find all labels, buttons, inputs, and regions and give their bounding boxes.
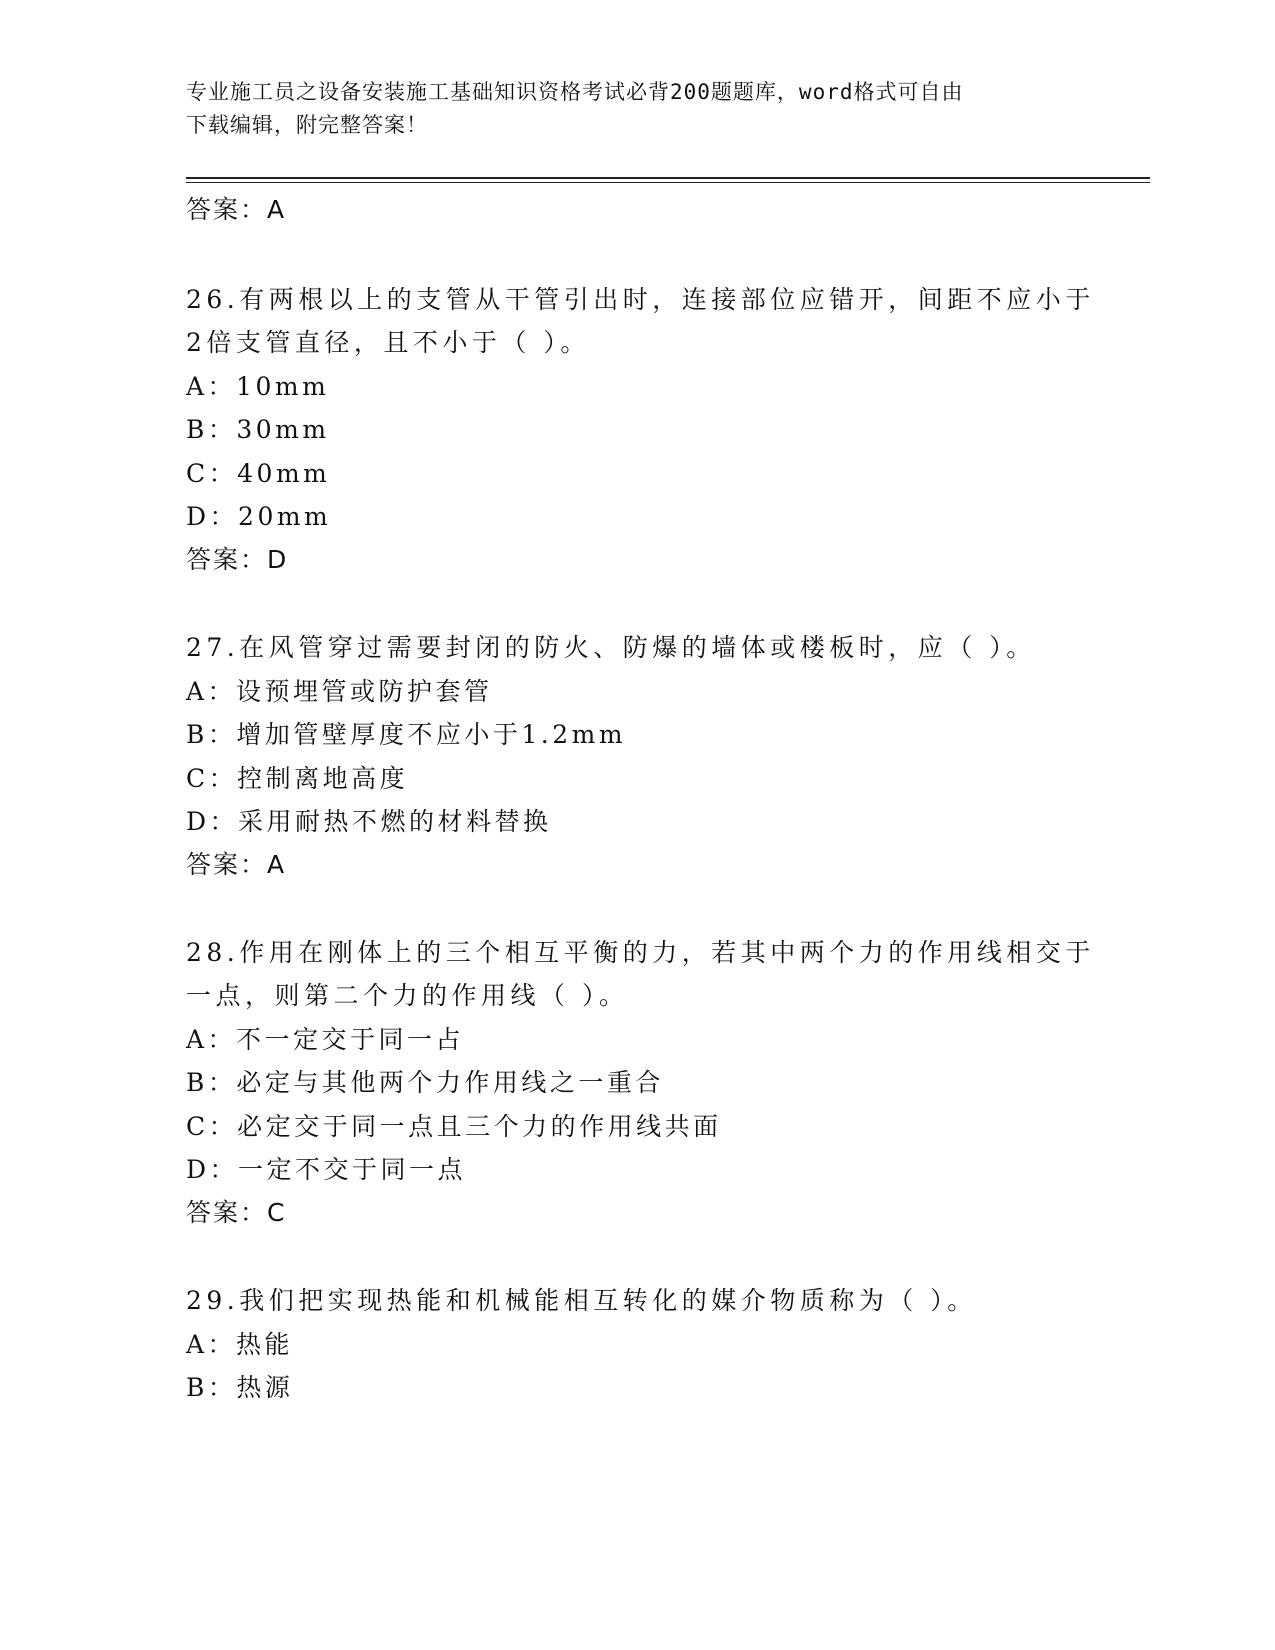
option-a: A：10mm [186,372,330,401]
option-a: A：热能 [186,1330,294,1359]
question-text-line: 29.我们把实现热能和机械能相互转化的媒介物质称为（ ）。 [186,1286,977,1315]
previous-answer: 答案：A [186,195,287,224]
option-d: D：一定不交于同一点 [186,1155,467,1184]
option-c: C：控制离地高度 [186,764,409,793]
header-divider-thick [186,177,1150,179]
answer-label: 答案：D [186,545,289,574]
option-a: A：不一定交于同一占 [186,1025,465,1054]
answer-label: 答案：C [186,1198,287,1227]
header-line-1: 专业施工员之设备安装施工基础知识资格考试必背200题题库，word格式可自由 [186,80,964,104]
option-b: B：30mm [186,415,330,444]
option-c: C：40mm [186,459,331,488]
question-text-line: 26.有两根以上的支管从干管引出时，连接部位应错开，间距不应小于 [186,285,1095,314]
question-text-line: 一点，则第二个力的作用线（ ）。 [186,981,629,1010]
header-line-2: 下载编辑，附完整答案！ [186,113,428,137]
question-text-line: 2倍支管直径，且不小于（ ）。 [186,328,590,357]
option-b: B：必定与其他两个力作用线之一重合 [186,1068,664,1097]
question-text-line: 28.作用在刚体上的三个相互平衡的力，若其中两个力的作用线相交于 [186,938,1095,967]
option-b: B：热源 [186,1373,294,1402]
document-header [186,76,1066,142]
answer-label: 答案：A [186,850,287,879]
option-a: A：设预埋管或防护套管 [186,677,493,706]
header-divider-thin [186,182,1150,183]
option-c: C：必定交于同一点且三个力的作用线共面 [186,1112,722,1141]
option-d: D：20mm [186,502,332,531]
option-b: B：增加管壁厚度不应小于1.2mm [186,720,627,749]
question-text-line: 27.在风管穿过需要封闭的防火、防爆的墙体或楼板时，应（ ）。 [186,633,1036,662]
option-d: D：采用耐热不燃的材料替换 [186,807,552,836]
